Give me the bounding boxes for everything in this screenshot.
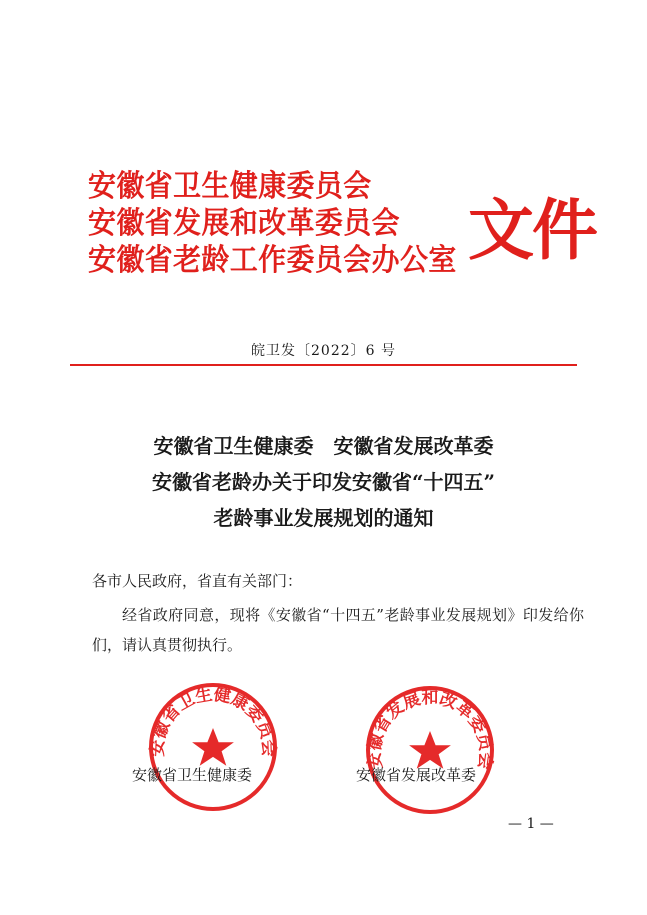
salutation: 各市人民政府，省直有关部门： <box>92 572 303 590</box>
issuer-block <box>88 168 468 279</box>
red-divider <box>70 364 577 366</box>
signer-health-commission: 安徽省卫生健康委 <box>132 766 253 784</box>
title-line: 老龄事业发展规划的通知 <box>213 506 434 530</box>
issuer-line: 安徽省老龄工作委员会办公室 <box>88 243 457 278</box>
page-number: — 1 — <box>508 816 554 832</box>
title-line: 安徽省老龄办关于印发安徽省“十四五” <box>151 470 495 494</box>
seal-lettering: 安徽省卫生健康委员会 <box>147 684 279 758</box>
document-number: 皖卫发〔2022〕6 号 <box>251 343 396 359</box>
title-line: 安徽省卫生健康委 安徽省发展改革委 <box>153 434 494 458</box>
issuer-line: 安徽省卫生健康委员会 <box>88 169 372 204</box>
doc-type-label: 文件 <box>468 191 596 269</box>
official-seal-development-reform-commission <box>363 683 497 817</box>
document-title <box>0 428 647 536</box>
official-seal-health-commission <box>146 680 280 814</box>
star-icon <box>192 728 234 766</box>
issuer-line: 安徽省发展和改革委员会 <box>88 206 401 241</box>
seal-lettering: 安徽省发展和改革委员会 <box>364 688 496 771</box>
body-paragraph: 经省政府同意，现将《安徽省“十四五”老龄事业发展规划》印发给你们，请认真贯彻执行。 <box>92 606 584 654</box>
signer-development-reform-commission: 安徽省发展改革委 <box>356 766 477 784</box>
